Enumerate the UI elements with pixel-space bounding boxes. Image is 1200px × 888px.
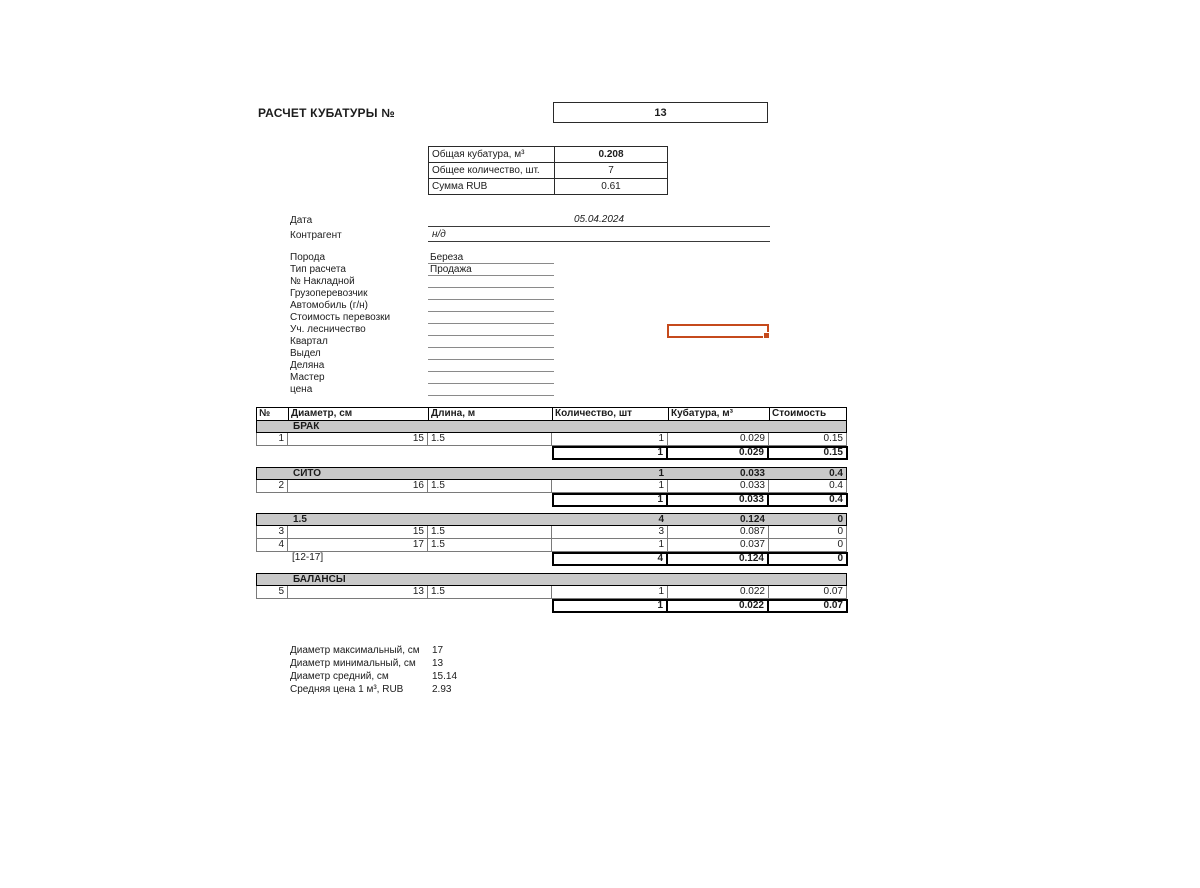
table-row <box>256 526 847 539</box>
total-cost: 0.4 <box>829 494 843 505</box>
field-label: Выдел <box>290 348 321 359</box>
field-input[interactable]: Продажа <box>428 264 554 276</box>
doc-number-cell: 13 <box>553 102 768 123</box>
cell-volume: 0.033 <box>668 480 769 493</box>
total-qty: 1 <box>554 495 668 505</box>
cell-volume: 0.087 <box>668 526 769 539</box>
band-volume <box>667 574 768 585</box>
counterparty-field[interactable]: н/д <box>428 229 770 242</box>
section-band <box>256 467 847 480</box>
section-total-row <box>552 493 848 507</box>
band-volume <box>667 421 768 432</box>
field-input[interactable] <box>428 312 554 324</box>
cell-cost: 0.07 <box>769 586 847 599</box>
summary-value: 0.208 <box>555 147 668 163</box>
total-volume: 0.029 <box>668 448 769 458</box>
section-band <box>256 573 847 586</box>
cell-diameter: 16 <box>288 480 428 493</box>
cell-qty: 1 <box>552 539 668 552</box>
total-qty: 4 <box>554 554 668 564</box>
field-input[interactable] <box>428 324 554 336</box>
field-label: Уч. лесничество <box>290 324 366 335</box>
cell-length: 1.5 <box>428 526 552 539</box>
band-cost <box>768 421 846 432</box>
band-cost <box>768 574 846 585</box>
cell-qty: 1 <box>552 433 668 446</box>
field-input[interactable] <box>428 360 554 372</box>
total-cost: 0.07 <box>823 600 843 611</box>
summary-value: 7 <box>555 163 668 179</box>
table-row <box>429 163 668 179</box>
stat-value: 17 <box>432 645 444 656</box>
table-row <box>256 480 847 493</box>
cell-diameter: 15 <box>288 433 428 446</box>
field-label: Квартал <box>290 336 328 347</box>
stat-value: 15.14 <box>432 671 458 682</box>
band-qty: 4 <box>658 514 664 525</box>
cell-cost: 0 <box>769 539 847 552</box>
total-volume: 0.033 <box>668 495 769 505</box>
stat-label: Диаметр средний, см <box>290 671 389 682</box>
cell-qty: 1 <box>552 586 668 599</box>
summary-value: 0.61 <box>555 179 668 195</box>
total-qty: 1 <box>554 448 668 458</box>
cell-num: 5 <box>256 586 288 599</box>
stat-value: 13 <box>432 658 444 669</box>
cell-num: 2 <box>256 480 288 493</box>
table-header-row <box>256 407 847 421</box>
stat-label: Диаметр максимальный, см <box>290 645 420 656</box>
stat-label: Диаметр минимальный, см <box>290 658 416 669</box>
field-input[interactable] <box>428 336 554 348</box>
cell-cost: 0.15 <box>769 433 847 446</box>
table-row <box>256 433 847 446</box>
section-band <box>256 513 847 526</box>
col-header-num: № <box>257 408 289 420</box>
band-qty <box>551 574 667 585</box>
cell-diameter: 17 <box>288 539 428 552</box>
selected-cell[interactable] <box>667 324 769 338</box>
field-label: Порода <box>290 252 326 263</box>
col-header-cost: Стоимость <box>772 408 827 419</box>
section-title: БРАК <box>293 421 320 432</box>
section-total-row <box>552 446 848 460</box>
cell-num: 3 <box>256 526 288 539</box>
field-label: Стоимость перевозки <box>290 312 391 323</box>
field-input[interactable] <box>428 300 554 312</box>
band-cost: 0.4 <box>829 468 843 479</box>
summary-label: Общая кубатура, м³ <box>429 147 555 163</box>
cell-length: 1.5 <box>428 480 552 493</box>
section-title: БАЛАНСЫ <box>293 574 346 585</box>
section-total-row <box>552 552 848 566</box>
cell-cost: 0.4 <box>769 480 847 493</box>
band-qty: 1 <box>658 468 664 479</box>
cell-qty: 3 <box>552 526 668 539</box>
cell-volume: 0.037 <box>668 539 769 552</box>
field-label: Мастер <box>290 372 325 383</box>
cell-diameter: 13 <box>288 586 428 599</box>
field-label: Тип расчета <box>290 264 346 275</box>
cell-num: 1 <box>256 433 288 446</box>
cell-length: 1.5 <box>428 586 552 599</box>
section-total-row <box>552 599 848 613</box>
section-band <box>256 420 847 433</box>
col-header-length: Длина, м <box>429 408 553 420</box>
cell-qty: 1 <box>552 480 668 493</box>
stat-value: 2.93 <box>432 684 452 695</box>
cell-num: 4 <box>256 539 288 552</box>
field-label: Грузоперевозчик <box>290 288 368 299</box>
field-input[interactable] <box>428 384 554 396</box>
field-input[interactable] <box>428 348 554 360</box>
cell-diameter: 15 <box>288 526 428 539</box>
field-label: цена <box>290 384 313 395</box>
table-row <box>256 539 847 552</box>
fill-handle[interactable] <box>763 332 770 339</box>
field-label: Деляна <box>290 360 325 371</box>
summary-label: Общее количество, шт. <box>429 163 555 179</box>
band-cost: 0 <box>837 514 843 525</box>
band-qty <box>551 421 667 432</box>
total-volume: 0.124 <box>668 554 769 564</box>
stat-label: Средняя цена 1 м³, RUB <box>290 684 404 695</box>
date-label: Дата <box>290 215 313 226</box>
cell-cost: 0 <box>769 526 847 539</box>
section-title: 1.5 <box>293 514 307 525</box>
section-title: СИТО <box>293 468 322 479</box>
summary-totals-table <box>428 146 668 195</box>
date-field[interactable]: 05.04.2024 <box>428 214 770 227</box>
band-volume: 0.033 <box>739 468 765 479</box>
cell-volume: 0.029 <box>668 433 769 446</box>
cell-length: 1.5 <box>428 433 552 446</box>
counterparty-label: Контрагент <box>290 230 342 241</box>
field-input[interactable] <box>428 288 554 300</box>
total-volume: 0.022 <box>668 601 769 611</box>
table-row <box>429 147 668 163</box>
total-qty: 1 <box>554 601 668 611</box>
field-input[interactable] <box>428 276 554 288</box>
total-cost: 0.15 <box>823 447 843 458</box>
field-label: Автомобиль (г/н) <box>290 300 368 311</box>
cell-volume: 0.022 <box>668 586 769 599</box>
col-header-diameter: Диаметр, см <box>289 408 429 420</box>
field-input[interactable] <box>428 372 554 384</box>
total-cost: 0 <box>837 553 843 564</box>
band-volume: 0.124 <box>739 514 765 525</box>
cell-length: 1.5 <box>428 539 552 552</box>
summary-label: Сумма RUB <box>429 179 555 195</box>
diameter-range-note: [12-17] <box>292 552 324 563</box>
page-title: РАСЧЕТ КУБАТУРЫ № <box>258 106 395 120</box>
col-header-qty: Количество, шт <box>553 408 669 420</box>
col-header-volume: Кубатура, м³ <box>669 408 770 420</box>
field-label: № Накладной <box>290 276 355 287</box>
table-row <box>256 586 847 599</box>
table-row <box>429 179 668 195</box>
field-input[interactable]: Береза <box>428 252 554 264</box>
